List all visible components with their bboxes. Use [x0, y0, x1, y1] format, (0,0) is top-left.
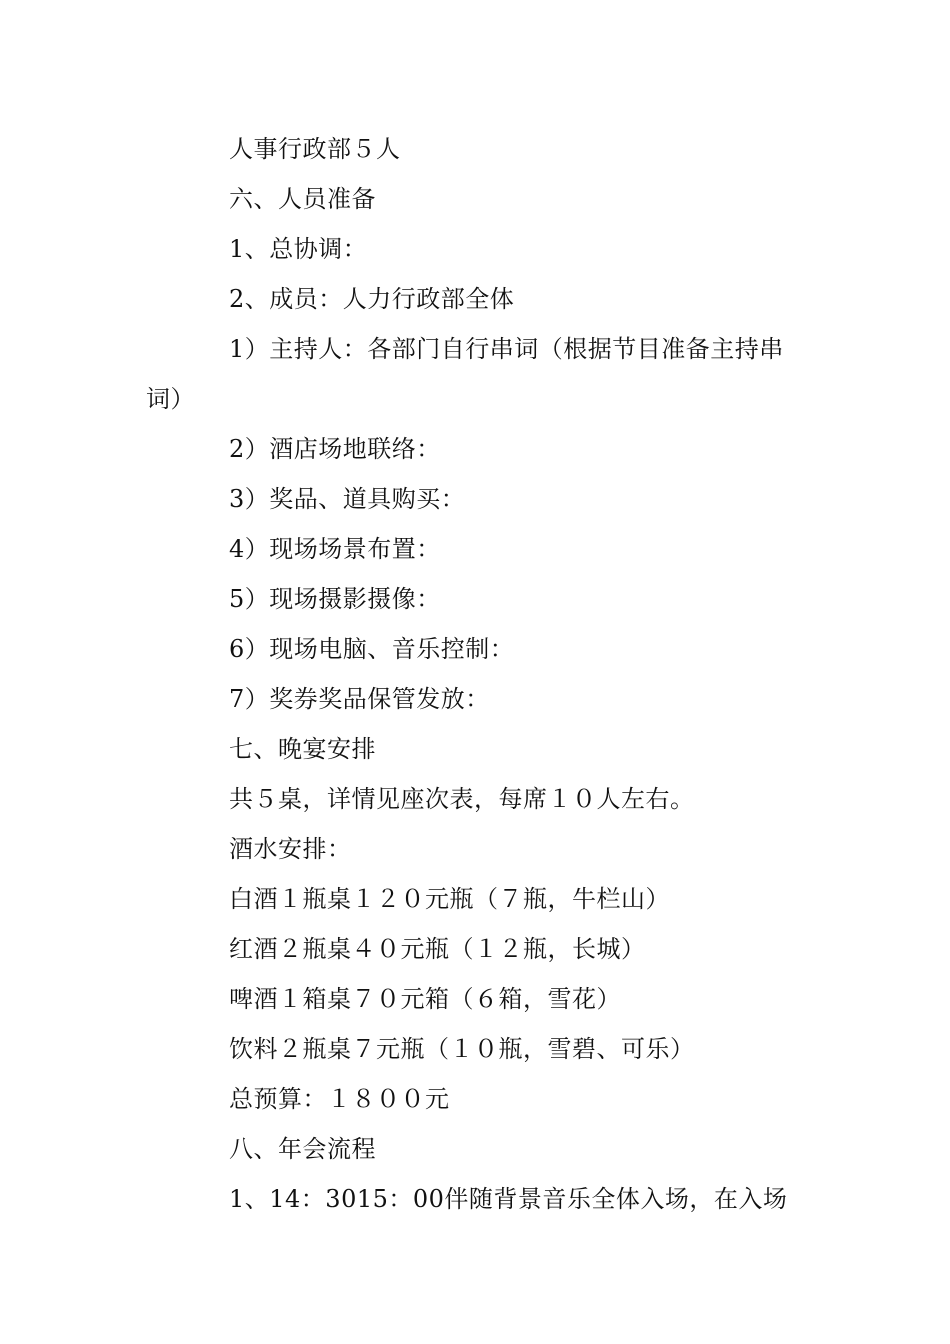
text-line: 总预算：１８００元: [229, 1085, 450, 1113]
text-line: 7）奖券奖品保管发放：: [229, 685, 490, 713]
text-line: 5）现场摄影摄像：: [229, 585, 441, 613]
section-heading: 七、晚宴安排: [229, 735, 376, 763]
text-line: 1）主持人：各部门自行串词（根据节目准备主持串: [229, 335, 784, 363]
section-heading: 八、年会流程: [229, 1135, 376, 1163]
text-line: 词）: [146, 385, 195, 413]
text-line: 1、14：3015：00伴随背景音乐全体入场，在入场: [229, 1185, 788, 1213]
text-line: 2）酒店场地联络：: [229, 435, 441, 463]
text-line: 4）现场场景布置：: [229, 535, 441, 563]
text-line: 3）奖品、道具购买：: [229, 485, 466, 513]
text-line: 人事行政部５人: [229, 135, 401, 163]
text-line: 白酒１瓶桌１２０元瓶（７瓶，牛栏山）: [229, 885, 670, 913]
section-heading: 六、人员准备: [229, 185, 376, 213]
text-line: 饮料２瓶桌７元瓶（１０瓶，雪碧、可乐）: [229, 1035, 695, 1063]
text-line: 啤酒１箱桌７０元箱（６箱，雪花）: [229, 985, 621, 1013]
text-line: 6）现场电脑、音乐控制：: [229, 635, 515, 663]
text-line: 2、成员：人力行政部全体: [229, 285, 515, 313]
text-line: 红酒２瓶桌４０元瓶（１２瓶，长城）: [229, 935, 646, 963]
text-line: 共５桌，详情见座次表，每席１０人左右。: [229, 785, 695, 813]
text-line: 酒水安排：: [229, 835, 352, 863]
text-line: 1、总协调：: [229, 235, 368, 263]
